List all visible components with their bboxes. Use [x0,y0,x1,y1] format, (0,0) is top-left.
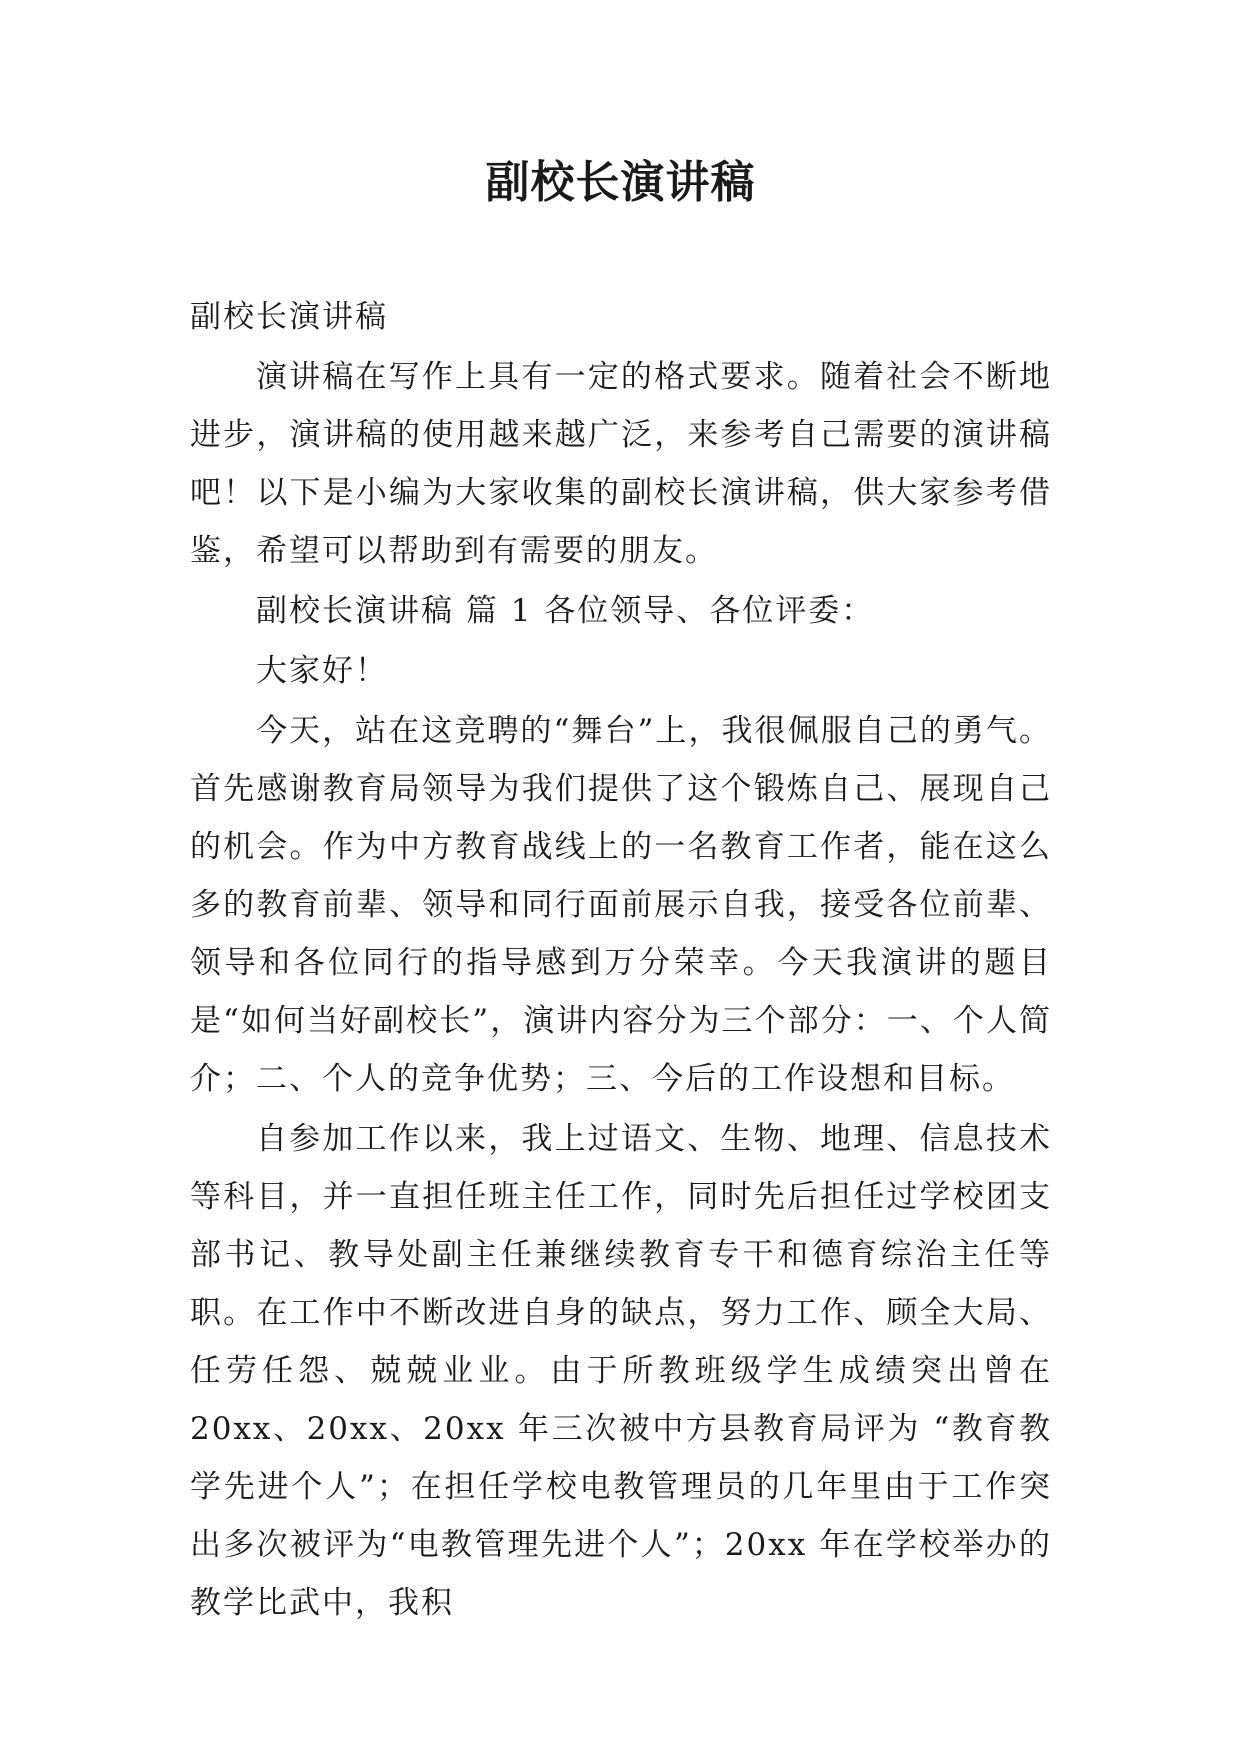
document-body [190,288,1052,1634]
document-subtitle: 副校长演讲稿 [190,299,388,335]
paragraph-experience: 自参加工作以来，我上过语文、生物、地理、信息技术等科目，并一直担任班主任工作，同时先后担任过学校团支部书记、教导处副主任兼继续教育专干和德育综治主任等职。在工作中不断改进自身的缺点，努力工作、顾全大局、任劳任怨、兢兢业业。由于所教班级学生成绩突出曾在 20xx、20xx、20xx 年三次被中方县教育局评为 “教育教学先进个人”；在担任学校电教管理员的几年里由于工作突出多次被评为“电教管理先进个人”；20xx 年在学校举办的教学比武中，我积 [190,1121,1052,1621]
paragraph-section-heading: 副校长演讲稿 篇 1 各位领导、各位评委： [256,593,875,629]
paragraph-greeting: 大家好！ [256,653,388,689]
document-title: 副校长演讲稿 [485,157,756,208]
paragraph-intro: 演讲稿在写作上具有一定的格式要求。随着社会不断地进步，演讲稿的使用越来越广泛，来参考自己需要的演讲稿吧！以下是小编为大家收集的副校长演讲稿，供大家参考借鉴，希望可以帮助到有需要的朋友。 [190,359,1052,569]
paragraph-opening: 今天，站在这竞聘的“舞台”上，我很佩服自己的勇气。首先感谢教育局领导为我们提供了这个锻炼自己、展现自己的机会。作为中方教育战线上的一名教育工作者，能在这么多的教育前辈、领导和同行面前展示自我，接受各位前辈、领导和各位同行的指导感到万分荣幸。今天我演讲的题目是“如何当好副校长”，演讲内容分为三个部分：一、个人简介；二、个人的竞争优势；三、今后的工作设想和目标。 [190,713,1052,1097]
